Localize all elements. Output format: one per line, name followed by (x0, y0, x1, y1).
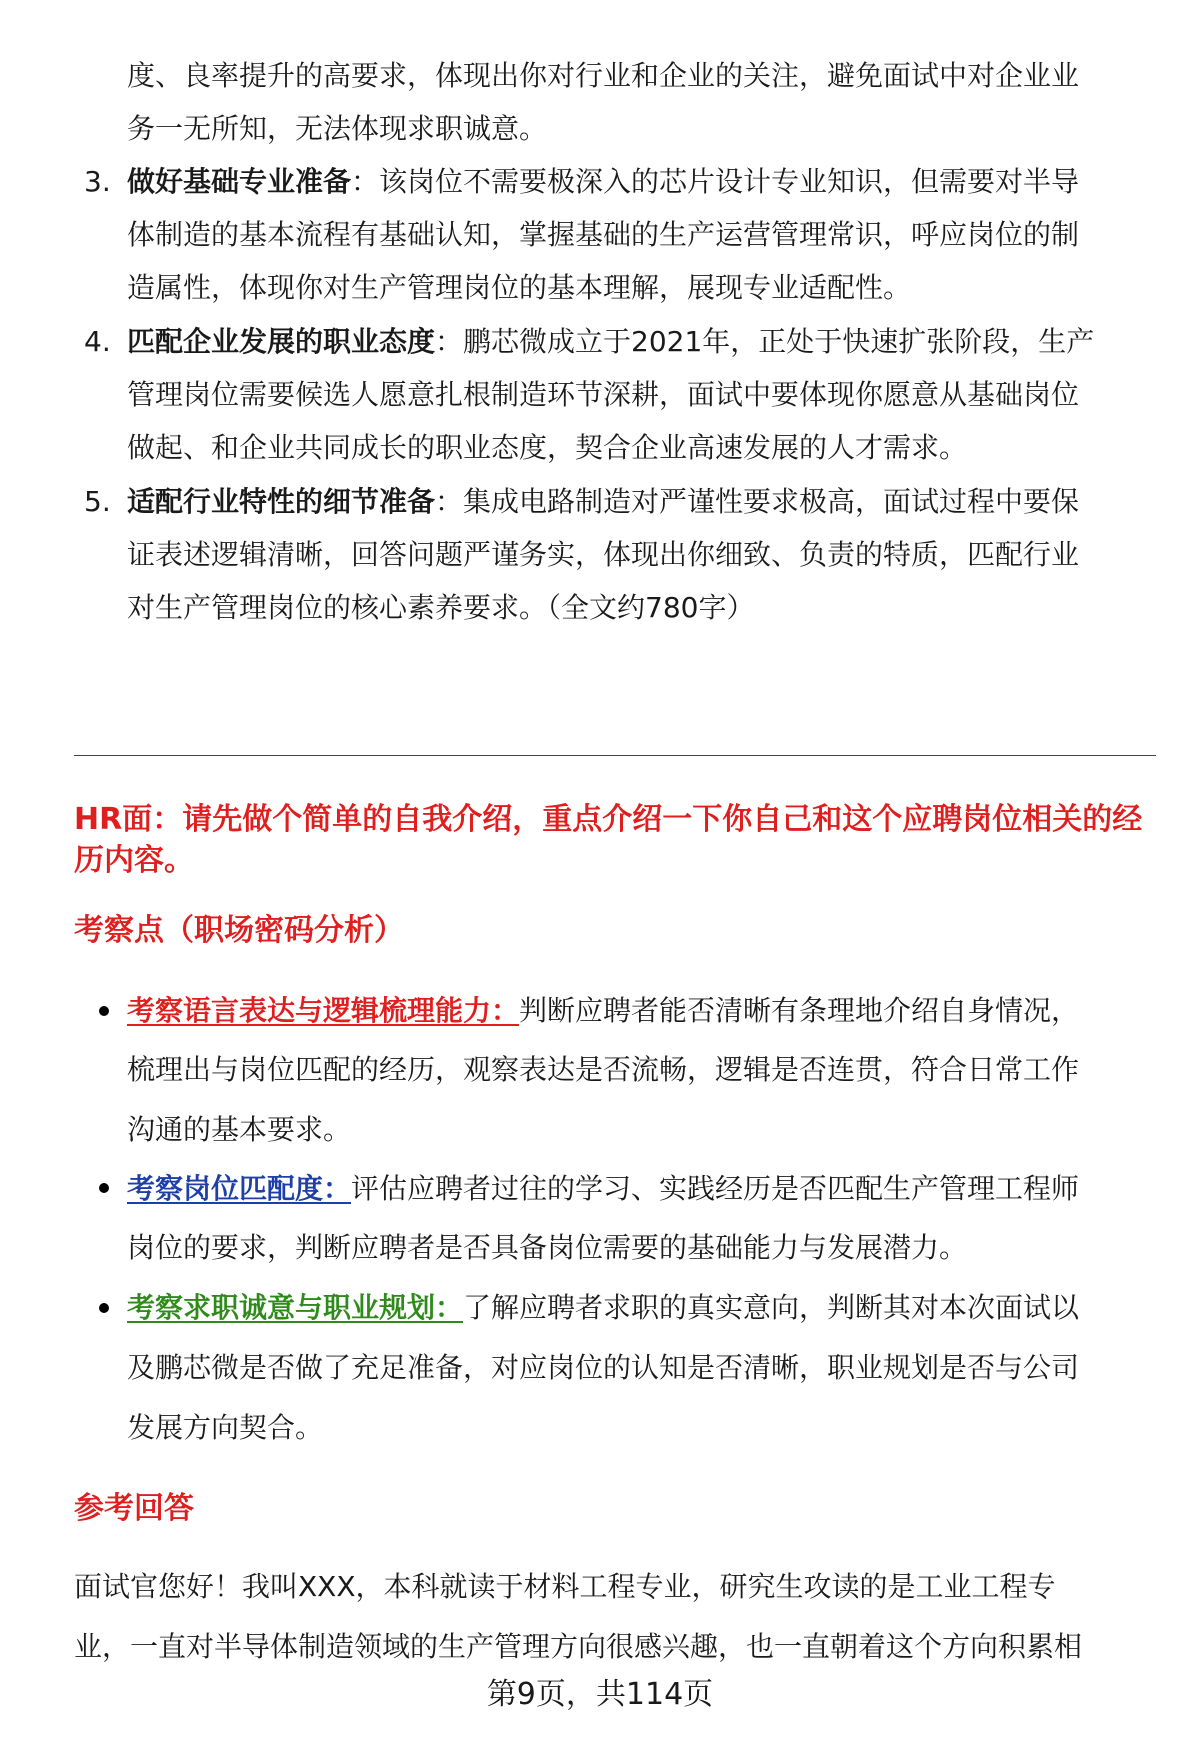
list-item-4-line: 做起、和企业共同成长的职业态度，契合企业高速发展的人才需求。 (127, 431, 968, 464)
bullet-dot (99, 1303, 109, 1313)
list-item-number: 4. (84, 325, 111, 358)
list-item-number: 5. (84, 485, 111, 518)
list-item-3-text: ：该岗位不需要极深入的芯片设计专业知识，但需要对半导 (351, 165, 1080, 198)
list-item-3-line: 造属性，体现你对生产管理岗位的基本理解，展现专业适配性。 (127, 271, 912, 304)
question-heading-line: HR面：请先做个简单的自我介绍，重点介绍一下你自己和这个应聘岗位相关的经 (74, 802, 1143, 837)
bullet-1-line: 沟通的基本要求。 (127, 1113, 352, 1146)
bullet-2-text: 评估应聘者过往的学习、实践经历是否匹配生产管理工程师 (351, 1172, 1080, 1205)
list-item-2-continuation-line: 务一无所知，无法体现求职诚意。 (127, 112, 548, 145)
keyword-language-logic: 考察语言表达与逻辑梳理能力： (127, 994, 520, 1027)
bullet-1-line: 梳理出与岗位匹配的经历，观察表达是否流畅，逻辑是否连贯，符合日常工作 (127, 1053, 1080, 1086)
list-item-number: 3. (84, 165, 111, 198)
list-item-5-line: 对生产管理岗位的核心素养要求。（全文约780字） (127, 591, 755, 624)
answer-heading: 参考回答 (74, 1491, 194, 1526)
list-item-5-line: 证表述逻辑清晰，回答问题严谨务实，体现出你细致、负责的特质，匹配行业 (127, 538, 1080, 571)
answer-line: 业，一直对半导体制造领域的生产管理方向很感兴趣，也一直朝着这个方向积累相 (74, 1630, 1083, 1663)
bullet-2-line (127, 1159, 1079, 1219)
bullet-3-text: 了解应聘者求职的真实意向，判断其对本次面试以 (463, 1291, 1080, 1324)
keyword-sincerity-career: 考察求职诚意与职业规划： (127, 1291, 464, 1324)
keyword-position-match: 考察岗位匹配度： (127, 1172, 352, 1205)
bullet-1-text: 判断应聘者能否清晰有条理地介绍自身情况， (519, 994, 1080, 1027)
list-item-5-text: ：集成电路制造对严谨性要求极高，面试过程中要保 (435, 485, 1080, 518)
list-item-5-line (127, 472, 1079, 532)
list-item-3-line (127, 152, 1079, 212)
list-item-3-title: 做好基础专业准备 (127, 165, 352, 198)
question-heading-line: 历内容。 (74, 843, 194, 878)
list-item-4-line: 管理岗位需要候选人愿意扎根制造环节深耕，面试中要体现你愿意从基础岗位 (127, 378, 1080, 411)
bullet-dot (99, 1183, 109, 1193)
bullet-1-line (127, 981, 1079, 1041)
bullet-3-line: 及鹏芯微是否做了充足准备，对应岗位的认知是否清晰，职业规划是否与公司 (127, 1351, 1080, 1384)
bullet-2-line: 岗位的要求，判断应聘者是否具备岗位需要的基础能力与发展潜力。 (127, 1231, 968, 1264)
page-footer: 第9页，共114页 (486, 1677, 714, 1712)
section-divider (74, 755, 1156, 756)
bullet-3-line (127, 1278, 1079, 1338)
list-item-5-title: 适配行业特性的细节准备 (127, 485, 436, 518)
list-item-4-line (127, 312, 1094, 372)
answer-line: 面试官您好！我叫XXX，本科就读于材料工程专业，研究生攻读的是工业工程专 (74, 1570, 1056, 1603)
analysis-heading: 考察点（职场密码分析） (74, 913, 404, 948)
list-item-4-text: ：鹏芯微成立于2021年，正处于快速扩张阶段，生产 (435, 325, 1095, 358)
bullet-3-line: 发展方向契合。 (127, 1411, 324, 1444)
list-item-4-title: 匹配企业发展的职业态度 (127, 325, 436, 358)
list-item-3-line: 体制造的基本流程有基础认知，掌握基础的生产运营管理常识，呼应岗位的制 (127, 218, 1080, 251)
bullet-dot (99, 1006, 109, 1016)
list-item-2-continuation-line: 度、良率提升的高要求，体现出你对行业和企业的关注，避免面试中对企业业 (127, 59, 1080, 92)
